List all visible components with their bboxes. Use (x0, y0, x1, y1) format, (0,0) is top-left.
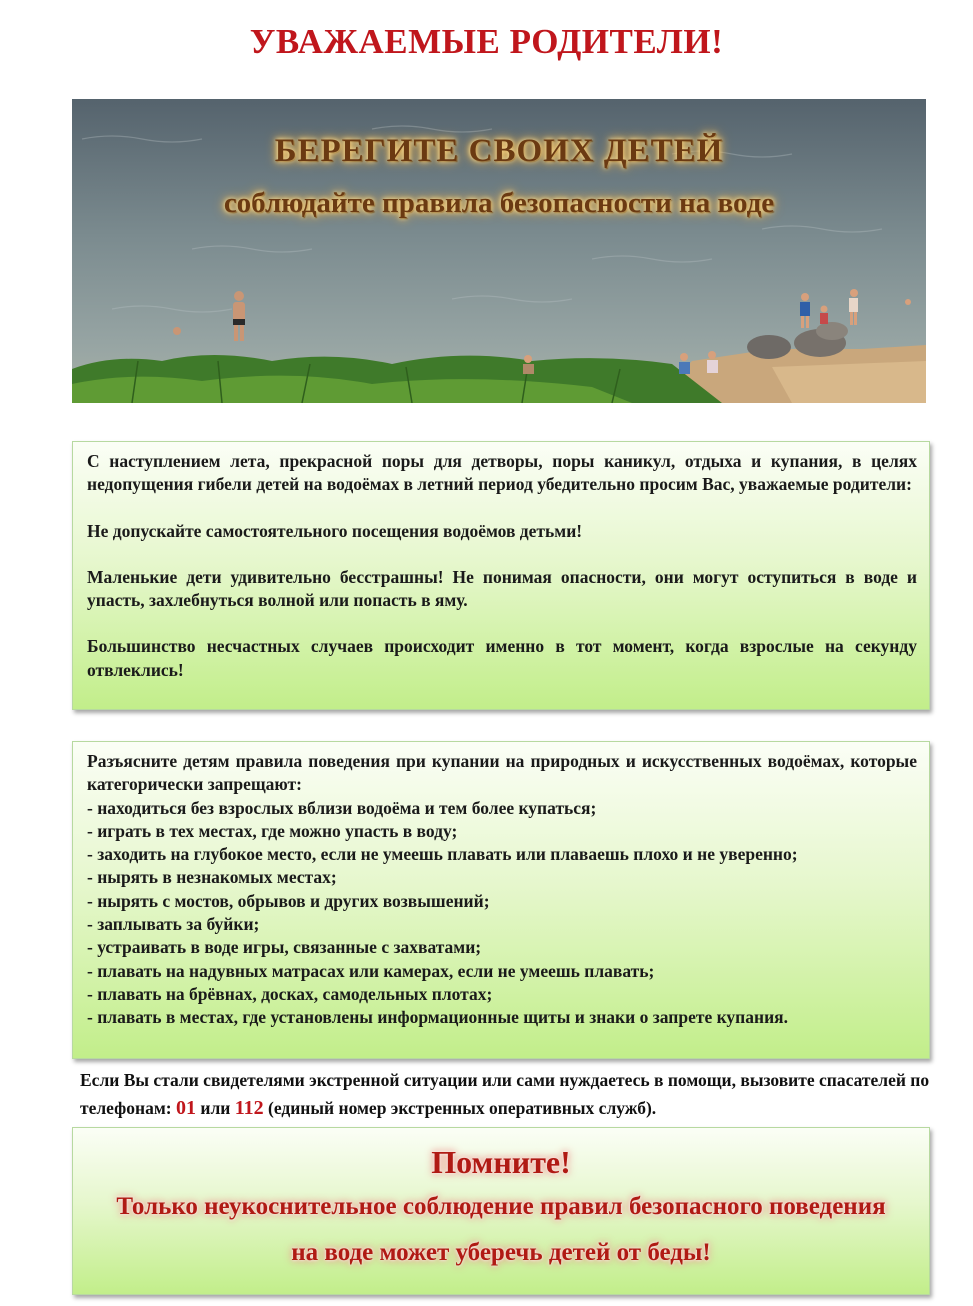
danger-paragraph: Маленькие дети удивительно бесстрашны! Не понимая опасности, они могут оступиться в воде и упасть, захлебнуться волной или попасть в яму. (87, 566, 917, 611)
banner-photo (72, 99, 926, 403)
rule-item: - устраивать в воде игры, связанные с захватами; (87, 937, 482, 958)
emergency-text-after: (единый номер экстренных оперативных служб). (263, 1098, 657, 1118)
emergency-text-before: Если Вы стали свидетелями экстренной ситуации или сами нуждаетесь в помощи, вызовите спасателей по телефонам: (80, 1070, 930, 1118)
intro-notice-box (72, 441, 930, 710)
banner-subheading: соблюдайте правила безопасности на воде (223, 187, 775, 219)
banner-heading: БЕРЕГИТЕ СВОИХ ДЕТЕЙ (274, 133, 724, 169)
rule-item: - находиться без взрослых вблизи водоёма и тем более купаться; (87, 797, 597, 818)
emergency-text-between: или (195, 1098, 235, 1118)
page-title: УВАЖАЕМЫЕ РОДИТЕЛИ! (249, 22, 724, 61)
accidents-paragraph: Большинство несчастных случаев происходит именно в тот момент, когда взрослые на секунду отвлеклись! (87, 636, 917, 680)
reminder-heading: Помните! (431, 1144, 571, 1180)
rule-item: - плавать на надувных матрасах или камерах, если не умеешь плавать; (87, 960, 655, 981)
rule-item: - плавать на брёвнах, досках, самодельных плотах; (87, 983, 493, 1004)
phone-number-112: 112 (234, 1097, 264, 1119)
rules-intro: Разъясните детям правила поведения при купании на природных и искусственных водоёмах, которые категорически запрещают: (87, 751, 917, 795)
reminder-line-2: на воде может уберечь детей от беды! (291, 1239, 711, 1266)
rule-item: - плавать в местах, где установлены информационные щиты и знаки о запрете купания. (87, 1007, 789, 1028)
warning-paragraph: Не допускайте самостоятельного посещения водоёмов детьми! (87, 520, 583, 541)
reminder-line-1: Только неукоснительное соблюдение правил безопасного поведения (116, 1193, 886, 1220)
emergency-contact-text (80, 1066, 936, 1122)
phone-number-01: 01 (175, 1097, 196, 1119)
rule-item: - заходить на глубокое место, если не умеешь плавать или плаваешь плохо и не уверенно; (87, 844, 798, 865)
rule-item: - нырять в незнакомых местах; (87, 867, 337, 888)
rule-item: - нырять с мостов, обрывов и других возвышений; (87, 890, 490, 911)
rules-box (72, 741, 930, 1059)
reminder-box (72, 1127, 930, 1295)
intro-paragraph: С наступлением лета, прекрасной поры для детворы, поры каникул, отдыха и купания, в целях недопущения гибели детей на водоёмах в летний период убедительно просим Вас, уважаемые родители: (87, 451, 917, 495)
rule-item: - заплывать за буйки; (87, 914, 260, 935)
rule-item: - играть в тех местах, где можно упасть в воду; (87, 820, 458, 841)
